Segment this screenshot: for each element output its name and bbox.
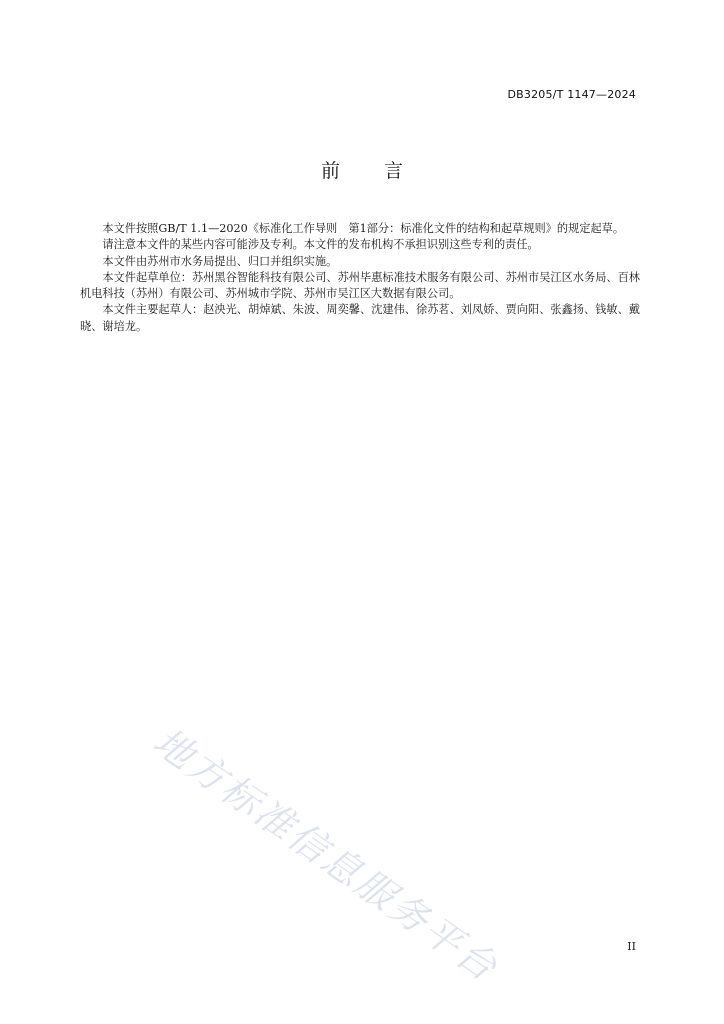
paragraph-drafting-units: 本文件起草单位：苏州黑谷智能科技有限公司、苏州毕惠标准技术服务有限公司、苏州市吴江区水务局、百林机电科技（苏州）有限公司、苏州城市学院、苏州市吴江区大数据有限公司。 — [80, 270, 640, 301]
page-title-char-2: 言 — [384, 160, 404, 182]
watermark: 地方标准信息服务平台 — [145, 719, 507, 991]
foreword-body — [80, 221, 640, 335]
page-title-char-1: 前 — [320, 160, 340, 182]
paragraph-drafting-rules: 本文件按照GB/T 1.1—2020《标准化工作导则 第1部分：标准化文件的结构和起草规则》的规定起草。 — [102, 222, 625, 235]
paragraph-patent-notice: 请注意本文件的某些内容可能涉及专利。本文件的发布机构不承担识别这些专利的责任。 — [102, 238, 539, 252]
paragraph-drafters: 本文件主要起草人：赵泱光、胡焯斌、朱波、周奕馨、沈建伟、徐苏茗、刘凤娇、贾向阳、张鑫扬、钱敏、戴晓、谢培龙。 — [80, 303, 640, 333]
paragraph-proposer: 本文件由苏州市水务局提出、归口并组织实施。 — [102, 254, 338, 268]
document-code: DB3205/T 1147—2024 — [507, 88, 636, 101]
page-number: II — [627, 940, 636, 953]
page-title — [0, 156, 724, 183]
